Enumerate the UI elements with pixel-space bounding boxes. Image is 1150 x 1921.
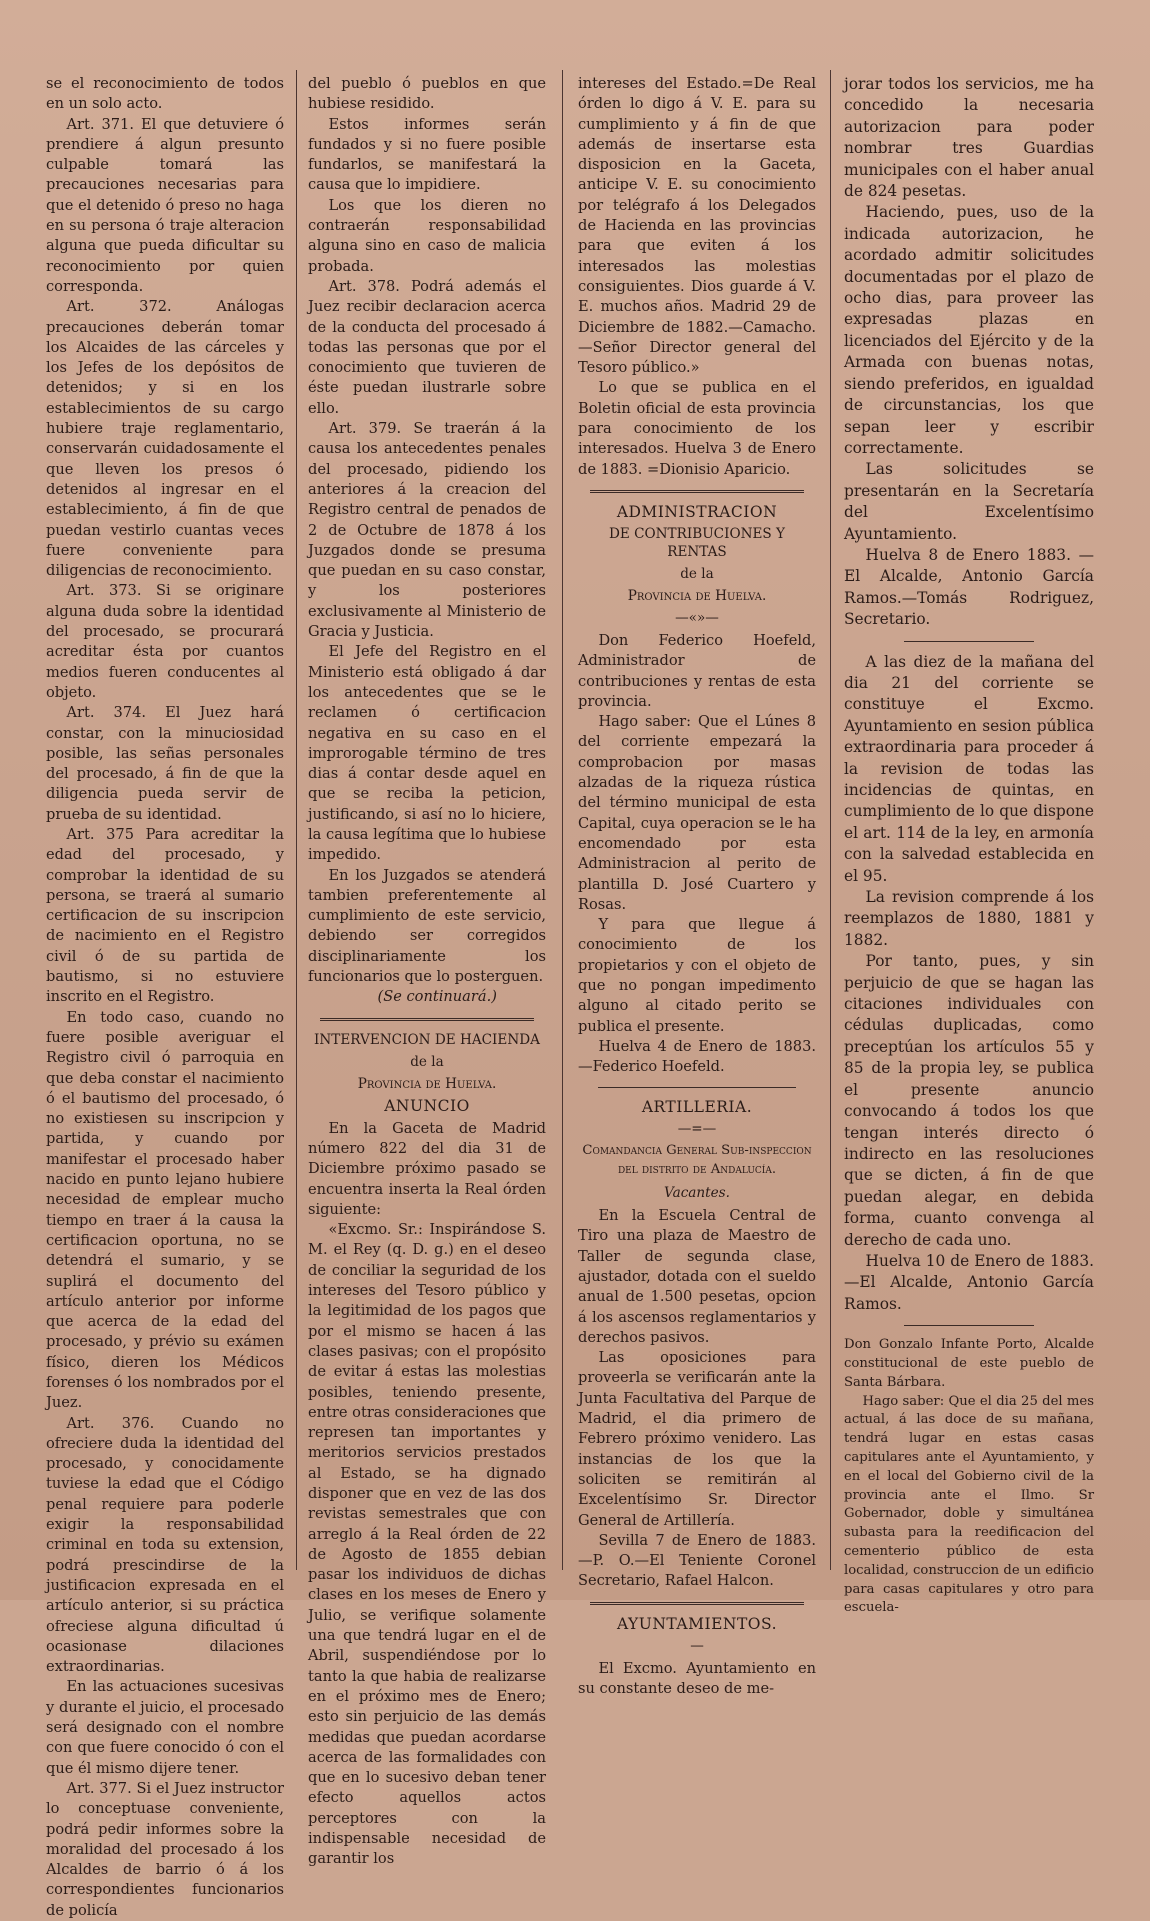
paragraph: del pueblo ó pueblos en que hubiese residido.	[308, 75, 546, 113]
column-4	[838, 74, 1100, 1616]
column-3	[572, 74, 822, 1697]
section-divider	[320, 1018, 534, 1021]
article-378: Art. 378. Podrá además el Juez recibir declaracion acerca de la conducta del procesado á todas las personas que por el conocimiento que tuvieren de éste puedan ilustrarle sobre ello.	[308, 277, 546, 417]
article-371: Art. 371. El que detuviere ó prendiere á algun presunto culpable tomará las precauciones necesarias para que el detenido ó preso no haga en su persona ó traje alteracion alguna que pueda dificultar su reconocimiento por quien corresponda.	[46, 115, 284, 295]
section-subtitle: Comandancia General Sub-inspeccion del distrito de Andalucía.	[582, 1143, 812, 1178]
paragraph: Las solicitudes se presentarán en la Secretaría del Excelentísimo Ayuntamiento.	[844, 460, 1094, 543]
anuncio-heading: ANUNCIO	[384, 1096, 470, 1115]
paragraph: Las oposiciones para proveerla se verificarán ante la Junta Facultativa del Parque de Madrid, el dia primero de Febrero próximo venidero. Las instancias de los que la soliciten se remitirán al Excelentísimo Sr. Director General de Artillería.	[578, 1349, 816, 1529]
paragraph: A las diez de la mañana del dia 21 del corriente se constituye el Excmo. Ayuntamiento en sesion pública extraordinaria para proceder á la revision de todas las incidencias de quintas, en cumplimiento de lo que dispone el art. 114 de la ley, en armonía con la salvedad establecida en el 95.	[844, 652, 1094, 885]
paragraph: En los Juzgados se atenderá tambien preferentemente al cumplimiento de este servicio, debiendo ser corregidos disciplinariamente los funcionarios que lo posterguen.	[308, 866, 546, 986]
paragraph: Los que los dieren no contraerán responsabilidad alguna sino en caso de malicia probada.	[308, 196, 546, 275]
section-title: INTERVENCION DE HACIENDA	[314, 1031, 540, 1048]
section-divider	[590, 1602, 804, 1605]
paragraph: Lo que se publica en el Boletin oficial de esta provincia para conocimiento de los interesados. Huelva 3 de Enero de 1883. =Dionisio Aparicio.	[578, 379, 816, 478]
ornament: —	[690, 1637, 704, 1654]
paragraph: En la Gaceta de Madrid número 822 del dia 31 de Diciembre próximo pasado se encuentra inserta la Real órden siguiente:	[308, 1119, 546, 1218]
article-374: Art. 374. El Juez hará constar, con la minuciosidad posible, las señas personales del procesado, á fin de que la diligencia pueda servir de prueba de su identidad.	[46, 704, 284, 823]
section-title: ARTILLERIA.	[641, 1098, 753, 1117]
article-377: Art. 377. Si el Juez instructor lo conceptuase conveniente, podrá pedir informes sobre la moralidad del procesado á los Alcaldes de barrio ó á los correspondientes funcionarios de policía	[46, 1779, 284, 1919]
vacantes-heading: Vacantes.	[664, 1185, 730, 1202]
column-rule	[830, 70, 831, 1570]
paragraph: Don Gonzalo Infante Porto, Alcalde constitucional de este pueblo de Santa Bárbara.	[844, 1337, 1094, 1390]
paragraph: intereses del Estado.=De Real órden lo digo á V. E. para su cumplimiento y á fin de que además de insertarse esta disposicion en la Gaceta, anticipe V. E. su conocimiento por telégrafo á los Delegados de Hacienda en las provincias para que eviten á los interesados las molestias consiguientes. Dios guarde á V. E. muchos años. Madrid 29 de Diciembre de 1882.—Camacho.—Señor Director general del Tesoro público.»	[578, 75, 816, 377]
paragraph: Haciendo, pues, uso de la indicada autorizacion, he acordado admitir solicitudes documentadas por el plazo de ocho dias, para proveer las expresadas plazas en licenciados del Ejército y de la Armada con buenas notas, siendo preferidos, en igualdad de circunstancias, los que sepan leer y escribir correctamente.	[844, 203, 1094, 457]
paragraph: El Jefe del Registro en el Ministerio está obligado á dar los antecedentes que se le reclamen ó certificacion negativa en su caso en el improrogable término de tres dias á contar desde aquel en que se reciba la peticion, justificando, si así no lo hiciere, la causa legítima que lo hubiese impedido.	[308, 643, 546, 864]
section-divider	[598, 1087, 796, 1088]
section-subtitle: Provincia de Huelva.	[627, 587, 767, 604]
section-subtitle: DE CONTRIBUCIONES Y RENTAS	[608, 525, 786, 560]
article-379: Art. 379. Se traerán á la causa los antecedentes penales del procesado, pidiendo los anteriores á la creacion del Registro central de penados de 2 de Octubre de 1878 á los Juzgados donde se presuma que puedan en su caso constar, y los posteriores exclusivamente al Ministerio de Gracia y Justicia.	[308, 420, 546, 641]
signature: Huelva 8 de Enero 1883. —El Alcalde, Antonio García Ramos.—Tomás Rodriguez, Secretario.	[844, 545, 1094, 629]
continued-note: (Se continuará.)	[377, 988, 497, 1006]
article-376: Art. 376. Cuando no ofreciere duda la identidad del procesado, y conocidamente tuviese la edad que el Código penal requiere para poderle exigir la responsabilidad criminal en toda su extension, podrá prescindirse de la justificacion expresada en el artículo anterior, si su práctica ofreciese alguna dificultad ú ocasionase dilaciones extraordinarias.	[46, 1414, 284, 1676]
ornament: —=—	[677, 1121, 717, 1138]
paragraph: Don Federico Hoefeld, Administrador de contribuciones y rentas de esta provincia.	[578, 631, 816, 710]
paragraph: En las actuaciones sucesivas y durante el juicio, el procesado será designado con el nombre con que fuere conocido ó con el que él mismo dijere tener.	[46, 1678, 284, 1777]
column-rule	[296, 70, 297, 1570]
article-372: Art. 372. Análogas precauciones deberán tomar los Alcaides de las cárceles y los Jefes de los depósitos de detenidos; y si en los establecimientos de su cargo hubiere traje reglamentario, conservarán cuidadosamente el que lleven los presos ó detenidos al ingresar en el establecimiento, á fin de que puedan vestirlo cuantas veces fuere conveniente para diligencias de reconocimiento.	[46, 298, 284, 580]
paragraph: Por tanto, pues, y sin perjuicio de que se hagan las citaciones individuales con cédulas duplicadas, como preceptúan los artículos 55 y 85 de la propia ley, se publica el presente anuncio convocando á todos los que tengan interés directo ó indirecto en las resoluciones que se dicten, á fin de que puedan alegar, en debida forma, cuanto convenga al derecho de cada uno.	[844, 952, 1094, 1249]
signature: Sevilla 7 de Enero de 1883. —P. O.—El Teniente Coronel Secretario, Rafael Halcon.	[578, 1531, 816, 1590]
section-subtitle: de la	[680, 565, 714, 582]
paragraph: jorar todos los servicios, me ha concedido la necesaria autorizacion para poder nombrar tres Guardias municipales con el haber anual de 824 pesetas.	[844, 75, 1094, 201]
column-2	[302, 74, 552, 1868]
signature: Huelva 4 de Enero de 1883. —Federico Hoefeld.	[578, 1037, 816, 1076]
section-subtitle: Provincia de Huelva.	[357, 1075, 497, 1092]
article-373: Art. 373. Si se originare alguna duda sobre la identidad del procesado, se procurará acreditar ésta por cuantos medios fueren conducentes al objeto.	[46, 582, 284, 701]
column-1	[40, 74, 290, 1919]
paragraph: Estos informes serán fundados y si no fuere posible fundarlos, se manifestará la causa que lo impidiere.	[308, 115, 546, 194]
ornament: —«»—	[675, 609, 719, 626]
section-title: ADMINISTRACION	[616, 502, 778, 521]
paragraph: La revision comprende á los reemplazos de 1880, 1881 y 1882.	[844, 888, 1094, 949]
paragraph: En todo caso, cuando no fuere posible averiguar el Registro civil ó parroquia en que deba constar el nacimiento ó el bautismo del procesado, ó no existiesen su inscripcion y partida, y cuando por manifestar el procesado haber nacido en punto lejano hubiere necesidad de emplear mucho tiempo en traer á la causa la certificacion oportuna, no se detendrá el sumario, y se suplirá el documento del artículo anterior por informe que acerca de la edad del procesado, y prévio su exámen físico, dieren los Médicos forenses ó los nombrados por el Juez.	[46, 1008, 284, 1412]
section-title: AYUNTAMIENTOS.	[616, 1614, 778, 1633]
paragraph: se el reconocimiento de todos en un solo acto.	[46, 75, 284, 113]
royal-order-text: «Excmo. Sr.: Inspirándose S. M. el Rey (q. D. g.) en el deseo de conciliar la seguridad de los intereses del Tesoro público y la legitimidad de los pagos que por el mismo se hacen á las clases pasivas; con el propósito de evitar á estas las molestias posibles, teniendo presente, entre otras consideraciones que represen tan importantes y meritorios servicios prestados al Estado, se ha dignado disponer que en vez de las dos revistas semestrales que con arreglo á la Real órden de 22 de Agosto de 1855 debian pasar los individuos de dichas clases en los meses de Enero y Julio, se verifique solamente una que tendrá lugar en el de Abril, suspendiéndose por lo tanto la que habia de realizarse en el próximo mes de Enero; esto sin perjuicio de las demás medidas que puedan acordarse acerca de las formalidades con que en lo sucesivo deban tener efecto aquellos actos perceptores con la indispensable necesidad de garantir los	[308, 1221, 546, 1868]
paragraph: El Excmo. Ayuntamiento en su constante deseo de me-	[578, 1659, 816, 1697]
paragraph: En la Escuela Central de Tiro una plaza de Maestro de Taller de segunda clase, ajustador, dotada con el sueldo anual de 1.500 pesetas, opcion á los ascensos reglamentarios y derechos pasivos.	[578, 1207, 816, 1346]
section-divider	[590, 490, 804, 493]
paragraph: Hago saber: Que el Lúnes 8 del corriente empezará la comprobacion por masas alzadas de la riqueza rústica del término municipal de esta Capital, cuya operacion se le ha encomendado por esta Administracion al perito de plantilla D. José Cuartero y Rosas.	[578, 713, 816, 913]
section-divider	[904, 641, 1034, 642]
column-rule	[562, 70, 563, 1570]
paragraph: Y para que llegue á conocimiento de los propietarios y con el objeto de que no pongan impedimento alguno al citado perito se publica el presente.	[578, 916, 816, 1035]
paragraph: Hago saber: Que el dia 25 del mes actual, á las doce de su mañana, tendrá lugar en estas casas capitulares ante el Ayuntamiento, y en el local del Gobierno civil de la provincia ante el Ilmo. Sr Gobernador, doble y simultánea subasta para la reedificacion del cementerio público de esta localidad, construccion de un edificio para casas capitulares y otro para escuela-	[844, 1393, 1094, 1616]
signature: Huelva 10 de Enero de 1883. —El Alcalde, Antonio García Ramos.	[844, 1251, 1094, 1313]
article-375: Art. 375 Para acreditar la edad del procesado, y comprobar la identidad de su persona, se traerá al sumario certificacion de su inscripcion de nacimiento en el Registro civil ó de su partida de bautismo, si no estuviere inscrito en el Registro.	[46, 825, 284, 1006]
section-divider	[904, 1325, 1034, 1326]
section-subtitle: de la	[410, 1053, 444, 1070]
